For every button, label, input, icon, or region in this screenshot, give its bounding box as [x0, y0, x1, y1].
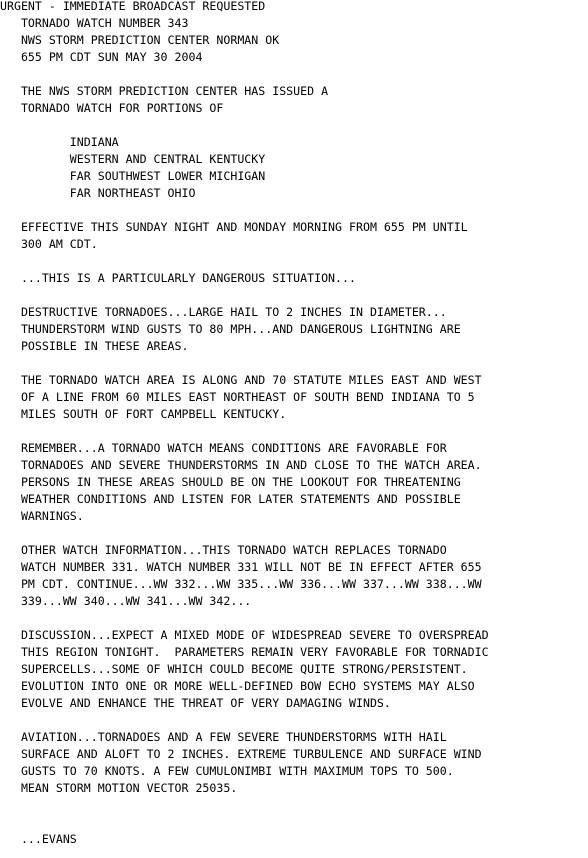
bulletin-line: OTHER WATCH INFORMATION...THIS TORNADO WATCH REPLACES TORNADO [0, 543, 447, 557]
bulletin-line: GUSTS TO 70 KNOTS. A FEW CUMULONIMBI WITH MAXIMUM TOPS TO 500. [0, 764, 454, 778]
bulletin-line: ...EVANS [0, 832, 77, 846]
bulletin-line: EVOLVE AND ENHANCE THE THREAT OF VERY DAMAGING WINDS. [0, 696, 391, 710]
blank-line [0, 610, 489, 627]
bulletin-line: EVOLUTION INTO ONE OR MORE WELL-DEFINED BOW ECHO SYSTEMS MAY ALSO [0, 679, 475, 693]
bulletin-line: WESTERN AND CENTRAL KENTUCKY [0, 152, 266, 166]
bulletin-line: ...THIS IS A PARTICULARLY DANGEROUS SITUATION... [0, 271, 356, 285]
bulletin-line: THUNDERSTORM WIND GUSTS TO 80 MPH...AND DANGEROUS LIGHTNING ARE [0, 322, 461, 336]
bulletin-line: POSSIBLE IN THESE AREAS. [0, 339, 189, 353]
bulletin-line: TORNADO WATCH FOR PORTIONS OF [0, 101, 224, 115]
blank-line [0, 423, 489, 440]
bulletin-line: THIS REGION TONIGHT. PARAMETERS REMAIN VERY FAVORABLE FOR TORNADIC [0, 645, 489, 659]
bulletin-line: URGENT - IMMEDIATE BROADCAST REQUESTED [0, 0, 266, 13]
bulletin-line: MEAN STORM MOTION VECTOR 25035. [0, 781, 238, 795]
blank-line [0, 66, 489, 83]
bulletin-line: TORNADO WATCH NUMBER 343 [0, 16, 189, 30]
blank-line [0, 525, 489, 542]
bulletin-line: NWS STORM PREDICTION CENTER NORMAN OK [0, 33, 280, 47]
blank-line [0, 355, 489, 372]
bulletin-line: 339...WW 340...WW 341...WW 342... [0, 594, 252, 608]
bulletin-line: WATCH NUMBER 331. WATCH NUMBER 331 WILL NOT BE IN EFFECT AFTER 655 [0, 560, 482, 574]
bulletin-line: FAR SOUTHWEST LOWER MICHIGAN [0, 169, 266, 183]
blank-line [0, 797, 489, 814]
bulletin-line: DESTRUCTIVE TORNADOES...LARGE HAIL TO 2 INCHES IN DIAMETER... [0, 305, 447, 319]
bulletin-line: OF A LINE FROM 60 MILES EAST NORTHEAST OF SOUTH BEND INDIANA TO 5 [0, 390, 475, 404]
blank-line [0, 253, 489, 270]
bulletin-line: REMEMBER...A TORNADO WATCH MEANS CONDITIONS ARE FAVORABLE FOR [0, 441, 447, 455]
bulletin-line: DISCUSSION...EXPECT A MIXED MODE OF WIDESPREAD SEVERE TO OVERSPREAD [0, 628, 489, 642]
blank-line [0, 712, 489, 729]
bulletin-line: PM CDT. CONTINUE...WW 332...WW 335...WW 336...WW 337...WW 338...WW [0, 577, 482, 591]
bulletin-line: TORNADOES AND SEVERE THUNDERSTORMS IN AND CLOSE TO THE WATCH AREA. [0, 458, 482, 472]
blank-line [0, 202, 489, 219]
blank-line [0, 117, 489, 134]
blank-line [0, 287, 489, 304]
bulletin-line: SURFACE AND ALOFT TO 2 INCHES. EXTREME TURBULENCE AND SURFACE WIND [0, 747, 482, 761]
blank-line [0, 814, 489, 831]
bulletin-line: WEATHER CONDITIONS AND LISTEN FOR LATER STATEMENTS AND POSSIBLE [0, 492, 461, 506]
bulletin-line: MILES SOUTH OF FORT CAMPBELL KENTUCKY. [0, 407, 287, 421]
bulletin-line: AVIATION...TORNADOES AND A FEW SEVERE THUNDERSTORMS WITH HAIL [0, 730, 447, 744]
bulletin-line: INDIANA [0, 135, 119, 149]
bulletin-line: SUPERCELLS...SOME OF WHICH COULD BECOME QUITE STRONG/PERSISTENT. [0, 662, 468, 676]
bulletin-line: WARNINGS. [0, 509, 84, 523]
bulletin-line: 300 AM CDT. [0, 237, 98, 251]
bulletin-line: THE TORNADO WATCH AREA IS ALONG AND 70 STATUTE MILES EAST AND WEST [0, 373, 482, 387]
bulletin-line: 655 PM CDT SUN MAY 30 2004 [0, 50, 203, 64]
bulletin-line: THE NWS STORM PREDICTION CENTER HAS ISSUED A [0, 84, 329, 98]
bulletin-line: PERSONS IN THESE AREAS SHOULD BE ON THE LOOKOUT FOR THREATENING [0, 475, 461, 489]
bulletin-line: EFFECTIVE THIS SUNDAY NIGHT AND MONDAY MORNING FROM 655 PM UNTIL [0, 220, 468, 234]
bulletin-line: FAR NORTHEAST OHIO [0, 186, 196, 200]
